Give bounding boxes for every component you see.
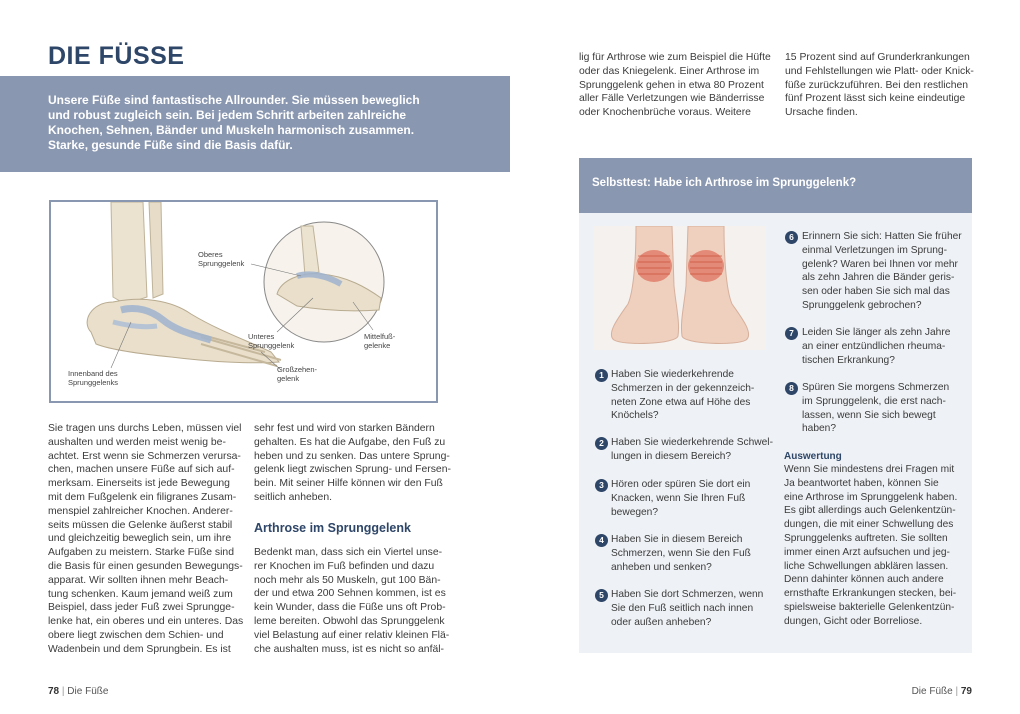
question-7: Leiden Sie länger als zehn Jahre an einer entzündlichen rheuma- tischen Erkrankung? <box>802 327 951 366</box>
question-8-number-icon: 8 <box>785 382 798 395</box>
feet-illustration <box>594 226 766 350</box>
question-4-number-icon: 4 <box>595 534 608 547</box>
section-heading: Arthrose im Sprunggelenk <box>254 521 411 535</box>
footer-right <box>912 686 972 697</box>
body-column-1: Sie tragen uns durchs Leben, müssen viel aushalten und werden meist wenig be- achtet. Erst wenn sie Schmerzen verursa- chen, machen unsere Füße auf sich auf- merksam. Einerseits ist jede Bewegung mit dem Fußgelenk ein filigranes Zusam- menspiel zahlreicher Knochen. Anderer- seits müssen die Gelenke äußerst stabil und gleichzeitig beweglich sein, um ihre Aufgaben zu meistern. Starke Füße sind die Basis für einen gesunden Bewegungs- apparat. Wir sollten ihnen mehr Beach- tung schenken. Kaum jemand weiß zum Beispiel, dass jeder Fuß zwei Sprungge- lenke hat, ein oberes und ein unteres. Das obere liegt zwischen dem Schien- und Wadenbein und dem Sprungbein. Es ist <box>48 423 244 655</box>
page-number-left: 78 <box>48 686 60 697</box>
question-6: Erinnern Sie sich: Hatten Sie früher einmal Verletzungen im Sprung- gelenk? Waren bei Ihnen vor mehr als zehn Jahren die Bänder geris- sen oder haben Sie sich mal das Sprunggelenk gebrochen? <box>802 231 962 311</box>
question-8: Spüren Sie morgens Schmerzen im Sprunggelenk, die erst nach- lassen, wenn Sie sich bewegt haben? <box>802 382 950 435</box>
question-5: Haben Sie dort Schmerzen, wenn Sie den Fuß seitlich nach innen oder außen anheben? <box>611 589 764 628</box>
intro-text: Unsere Füße sind fantastische Allrounder. Sie müssen beweglich und robust zugleich sein. Bei jedem Schritt arbeiten zahlreiche Knochen, Sehnen, Bänder und Muskeln harmonisch zusammen. Starke, gesunde Füße sind die Basis dafür. <box>48 93 420 152</box>
question-1-number-icon: 1 <box>595 369 608 382</box>
question-3: Hören oder spüren Sie dort ein Knacken, wenn Sie Ihren Fuß bewegen? <box>611 479 751 518</box>
question-2-number-icon: 2 <box>595 437 608 450</box>
label-oberes-sprunggelenk: Oberes Sprunggelenk <box>198 250 245 268</box>
selftest-box <box>579 158 972 653</box>
selftest-header <box>579 158 972 213</box>
question-1: Haben Sie wiederkehrende Schmerzen in der gekennzeich- neten Zone etwa auf Höhe des Knöchels? <box>611 369 755 422</box>
question-6-number-icon: 6 <box>785 231 798 244</box>
page-number-right: 79 <box>960 686 972 697</box>
foot-anatomy-figure <box>49 200 438 403</box>
intro-panel <box>0 76 510 172</box>
body-column-2-top: sehr fest und wird von starken Bändern gehalten. Es hat die Aufgabe, den Fuß zu heben und zu senken. Das untere Sprung- gelenk liegt zwischen Sprung- und Fersen- bein. Mit seiner Hilfe können wir den Fuß seitlich anheben. <box>254 423 451 503</box>
question-3-number-icon: 3 <box>595 479 608 492</box>
question-7-number-icon: 7 <box>785 327 798 340</box>
footer-label-right: Die Füße <box>911 686 953 697</box>
label-innenband: Innenband des Sprunggelenks <box>68 369 119 387</box>
body-column-4: 15 Prozent sind auf Grunderkrankungen und Fehlstellungen wie Platt- oder Knick- füße zurückzuführen. Bei den restlichen fünf Prozent lässt sich keine eindeutige Ursache finden. <box>785 52 974 119</box>
evaluation-heading: Auswertung <box>784 451 842 462</box>
footer-divider: | <box>61 686 68 697</box>
label-unteres-sprunggelenk: Unteres Sprunggelenk <box>248 332 295 350</box>
footer-divider-right: | <box>955 686 961 697</box>
label-grosszehengelenk: Großzehen- gelenk <box>277 365 318 383</box>
body-column-3: lig für Arthrose wie zum Beispiel die Hüfte oder das Kniegelenk. Einer Arthrose im Sprunggelenk gehen in etwa 80 Prozent aller Fälle Verletzungen wie Bänderrisse oder Knochenbrüche voraus. Weitere <box>579 52 771 119</box>
feet-photo <box>594 226 766 350</box>
footer-left <box>48 686 108 697</box>
evaluation-text: Wenn Sie mindestens drei Fragen mit Ja beantwortet haben, können Sie eine Arthrose im Sprunggelenk haben. Es gibt allerdings auch Gelenkentzün- dungen, die mit einer Schwellung des Sprunggelenks auftreten. Sie sollten immer einen Arzt aufsuchen und jeg- liche Schwellungen abklären lassen. Denn dahinter können auch andere ernsthafte Erkrankungen stecken, bei- spielsweise bakterielle Gelenkentzün- dungen, Gicht oder Borreliose. <box>784 464 958 627</box>
selftest-title: Selbsttest: Habe ich Arthrose im Sprunggelenk? <box>592 177 857 189</box>
footer-label-left: Die Füße <box>67 686 109 697</box>
page-title: DIE FÜSSE <box>48 42 185 70</box>
question-4: Haben Sie in diesem Bereich Schmerzen, wenn Sie den Fuß anheben und senken? <box>611 534 751 573</box>
question-2: Haben Sie wiederkehrende Schwel- lungen in diesem Bereich? <box>611 437 773 462</box>
question-5-number-icon: 5 <box>595 589 608 602</box>
label-mittelfussgelenke: Mittelfuß- gelenke <box>364 332 396 350</box>
body-column-2-bottom: Bedenkt man, dass sich ein Viertel unse- rer Knochen im Fuß befinden und dazu noch mehr als 50 Muskeln, gut 100 Bän- der und etwa 200 Sehnen kommen, ist es kein Wunder, dass die Füße uns oft Prob- leme bereiten. Obwohl das Sprunggelenk viel Belastung auf einer relativ kleinen Flä- che aushalten muss, ist es nicht so anfäl- <box>254 547 450 655</box>
